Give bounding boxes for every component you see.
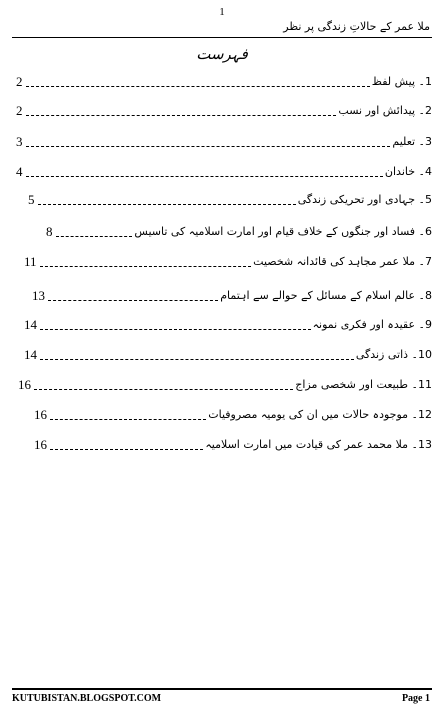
- toc-entry-label: 7۔ ملا عمر مجاہد کی قائدانہ شخصیت: [253, 255, 432, 268]
- toc-entry-label: 11۔ طبیعت اور شخصی مزاج: [295, 378, 432, 391]
- toc-page-number: 5: [28, 192, 35, 207]
- dotted-leader: [40, 266, 252, 267]
- dotted-leader: [50, 419, 206, 420]
- toc-page-number: 8: [46, 224, 53, 239]
- dotted-leader: [40, 329, 311, 330]
- toc-page-number: 2: [16, 103, 23, 118]
- running-header-title: ملا عمر کے حالاتِ زندگی پر نظر: [283, 20, 430, 33]
- toc-entry-label: 2۔ پیدائش اور نسب: [338, 104, 432, 117]
- toc-page-number: 2: [16, 74, 23, 89]
- toc-row[interactable]: [32, 284, 432, 304]
- toc-row[interactable]: [24, 343, 432, 363]
- toc-row[interactable]: [46, 220, 432, 240]
- footer-page-label: Page 1: [401, 693, 430, 704]
- dotted-leader: [34, 389, 293, 390]
- toc-page-number: 14: [24, 317, 37, 332]
- dotted-leader: [40, 359, 354, 360]
- dotted-leader: [38, 204, 296, 205]
- toc-row[interactable]: [34, 403, 432, 423]
- footer-site-url: KUTUBISTAN.BLOGSPOT.COM: [12, 693, 162, 704]
- toc-entry-label: 10۔ ذاتی زندگی: [355, 348, 432, 361]
- toc-entry-label: 3۔ تعلیم: [392, 135, 432, 148]
- toc-page-number: 16: [34, 437, 47, 452]
- toc-row[interactable]: [28, 188, 432, 208]
- dotted-leader: [26, 86, 370, 87]
- toc-page-number: 16: [18, 377, 31, 392]
- toc-page-number: 11: [24, 254, 37, 269]
- toc-page-number: 16: [34, 407, 47, 422]
- dotted-leader: [56, 236, 133, 237]
- toc-entry-label: 6۔ فساد اور جنگوں کے خلاف قیام اور امارت اسلامیہ کی تاسیس: [134, 225, 432, 238]
- footer-divider: [12, 688, 432, 690]
- dotted-leader: [26, 176, 383, 177]
- toc-row[interactable]: [16, 130, 432, 150]
- toc-entry-label: 13۔ ملا محمد عمر کی قیادت میں امارت اسلامیہ: [205, 438, 432, 451]
- toc-page-number: 4: [16, 164, 23, 179]
- toc-row[interactable]: [18, 373, 432, 393]
- toc-row[interactable]: [34, 433, 432, 453]
- toc-title: فہرست: [196, 45, 248, 63]
- toc-page-number: 14: [24, 347, 37, 362]
- header-divider: [12, 37, 432, 38]
- toc-page-number: 13: [32, 288, 45, 303]
- toc-entry-label: 12۔ موجودہ حالات میں ان کی یومیہ مصروفیات: [208, 408, 432, 421]
- toc-entry-label: 9۔ عقیدہ اور فکری نمونہ: [312, 318, 432, 331]
- toc-entry-label: 5۔ جہادی اور تحریکی زندگی: [297, 193, 432, 206]
- toc-row[interactable]: [16, 160, 432, 180]
- toc-row[interactable]: [16, 99, 432, 119]
- toc-row[interactable]: [24, 313, 432, 333]
- dotted-leader: [50, 449, 203, 450]
- toc-entry-label: 1۔ پیش لفظ: [371, 75, 432, 88]
- top-page-number: 1: [219, 6, 225, 18]
- toc-row[interactable]: [24, 250, 432, 270]
- dotted-leader: [26, 115, 337, 116]
- dotted-leader: [26, 146, 391, 147]
- toc-page-number: 3: [16, 134, 23, 149]
- toc-entry-label: 4۔ خاندان: [384, 165, 432, 178]
- toc-entry-label: 8۔ عالم اسلام کے مسائل کے حوالے سے اہتمام: [220, 289, 432, 302]
- toc-row[interactable]: [16, 70, 432, 90]
- dotted-leader: [48, 300, 218, 301]
